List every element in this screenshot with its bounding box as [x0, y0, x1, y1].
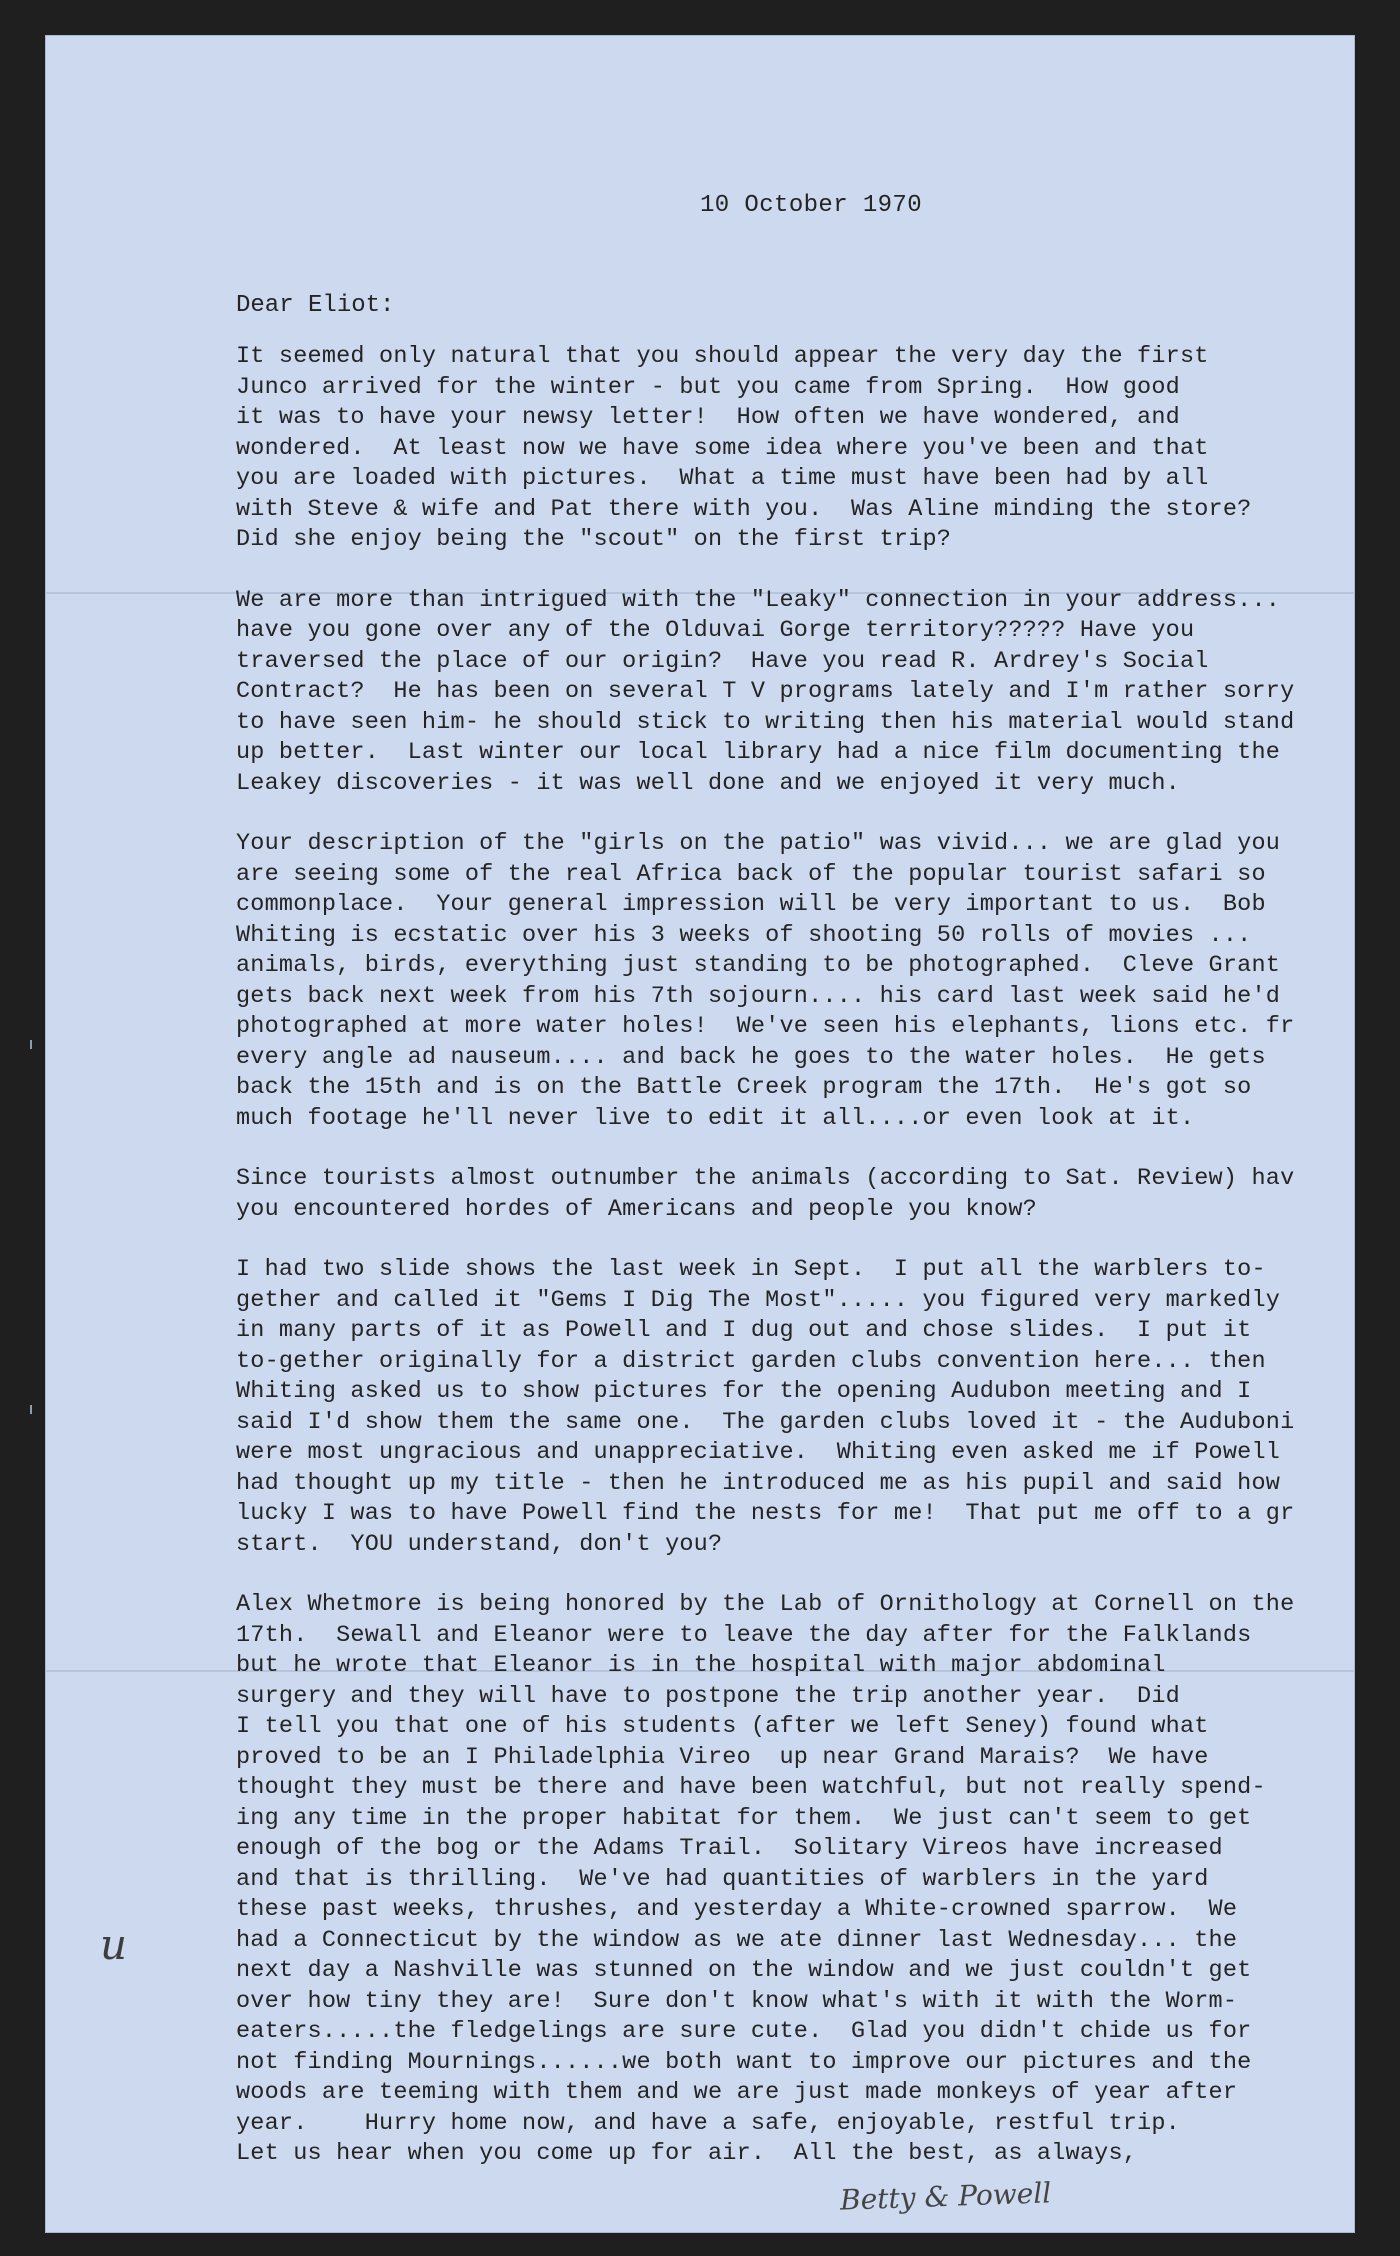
letter-line: Leakey discoveries - it was well done and we enjoyed it very much.	[236, 769, 1180, 797]
letter-line: to have seen him- he should stick to writing then his material would stand	[236, 708, 1295, 736]
letter-paragraph	[236, 1164, 1354, 1225]
letter-line: were most ungracious and unappreciative. Whiting even asked me if Powell	[236, 1439, 1281, 1466]
letter-line: every angle ad nauseum.... and back he goes to the water holes. He gets	[236, 1043, 1266, 1071]
letter-line: Contract? He has been on several T V programs lately and I'm rather sorry	[236, 678, 1295, 705]
letter-line: in many parts of it as Powell and I dug out and chose slides. I put it	[236, 1317, 1252, 1344]
letter-line: Since tourists almost outnumber the animals (according to Sat. Review) hav	[236, 1165, 1295, 1192]
letter-line: animals, birds, everything just standing to be photographed. Cleve Grant	[236, 952, 1281, 979]
letter-line: back the 15th and is on the Battle Creek program the 17th. He's got so	[236, 1074, 1252, 1101]
letter-line: Did she enjoy being the "scout" on the first trip?	[236, 526, 952, 553]
letter-line: next day a Nashville was stunned on the window and we just couldn't get	[236, 1957, 1252, 1984]
letter-line: and that is thrilling. We've had quantities of warblers in the yard	[236, 1865, 1209, 1893]
letter-line: enough of the bog or the Adams Trail. Solitary Vireos have increased	[236, 1835, 1223, 1862]
handwritten-signature: Betty & Powell	[839, 2176, 1052, 2217]
letter-line: Whiting is ecstatic over his 3 weeks of shooting 50 rolls of movies ...	[236, 921, 1252, 949]
letter-line: thought they must be there and have been watchful, but not really spend-	[236, 1774, 1266, 1801]
letter-line: Alex Whetmore is being honored by the Lab of Ornithology at Cornell on the	[236, 1591, 1295, 1618]
letter-line: lucky I was to have Powell find the nests for me! That put me off to a gr	[236, 1500, 1295, 1527]
letter-line: proved to be an I Philadelphia Vireo up near Grand Marais? We have	[236, 1743, 1209, 1771]
letter-line: are seeing some of the real Africa back of the popular tourist safari so	[236, 860, 1266, 888]
letter-line: to-gether originally for a district garden clubs convention here... then	[236, 1347, 1266, 1375]
letter-line: photographed at more water holes! We've seen his elephants, lions etc. fr	[236, 1013, 1295, 1040]
letter-line: Whiting asked us to show pictures for the opening Audubon meeting and I	[236, 1378, 1252, 1405]
letter-line: had thought up my title - then he introduced me as his pupil and said how	[236, 1469, 1281, 1497]
letter-line: you are loaded with pictures. What a time must have been had by all	[236, 465, 1209, 492]
letter-line: traversed the place of our origin? Have you read R. Ardrey's Social	[236, 647, 1209, 675]
letter-line: I had two slide shows the last week in Sept. I put all the warblers to-	[236, 1256, 1266, 1283]
letter-line: Your description of the "girls on the patio" was vivid... we are glad you	[236, 830, 1281, 857]
letter-line: over how tiny they are! Sure don't know what's with it with the Worm-	[236, 1987, 1238, 2015]
letter-line: not finding Mournings......we both want to improve our pictures and the	[236, 2048, 1252, 2076]
letter-line: had a Connecticut by the window as we ate dinner last Wednesday... the	[236, 1926, 1238, 1954]
letter-line: it was to have your newsy letter! How often we have wondered, and	[236, 404, 1180, 431]
letter-line: I tell you that one of his students (after we left Seney) found what	[236, 1713, 1209, 1740]
edge-mark	[30, 1405, 37, 1414]
letter-line: Let us hear when you come up for air. All the best, as always,	[236, 2140, 1138, 2167]
letter-line: these past weeks, thrushes, and yesterday a White-crowned sparrow. We	[236, 1896, 1238, 1923]
letter-paragraph	[236, 342, 1354, 556]
letter-paragraph	[236, 586, 1354, 800]
letter-body	[236, 342, 1354, 2200]
letter-line: gether and called it "Gems I Dig The Most"..... you figured very markedly	[236, 1286, 1281, 1314]
letter-line: up better. Last winter our local library had a nice film documenting the	[236, 739, 1281, 766]
letter-paragraph	[236, 829, 1354, 1134]
letter-line: but he wrote that Eleanor is in the hospital with major abdominal	[236, 1652, 1166, 1679]
letter-line: wondered. At least now we have some idea where you've been and that	[236, 434, 1209, 462]
letter-line: We are more than intrigued with the "Leaky" connection in your address...	[236, 586, 1281, 614]
edge-mark	[30, 1040, 37, 1049]
letter-line: said I'd show them the same one. The garden clubs loved it - the Auduboni	[236, 1408, 1295, 1436]
letter-line: It seemed only natural that you should appear the very day the first	[236, 343, 1209, 370]
letter-salutation: Dear Eliot:	[236, 292, 395, 319]
letter-line: woods are teeming with them and we are just made monkeys of year after	[236, 2079, 1238, 2106]
handwritten-margin-mark: u	[100, 1920, 128, 1969]
letter-line: gets back next week from his 7th sojourn.... his card last week said he'd	[236, 982, 1281, 1010]
letter-paragraph	[236, 1590, 1354, 2170]
letter-line: Junco arrived for the winter - but you came from Spring. How good	[236, 373, 1180, 401]
letter-line: you encountered hordes of Americans and people you know?	[236, 1195, 1037, 1223]
letter-line: 17th. Sewall and Eleanor were to leave the day after for the Falklands	[236, 1621, 1252, 1649]
letter-date: 10 October 1970	[700, 192, 923, 219]
letter-line: year. Hurry home now, and have a safe, enjoyable, restful trip.	[236, 2109, 1180, 2137]
letter-line: have you gone over any of the Olduvai Gorge territory????? Have you	[236, 617, 1195, 644]
letter-line: much footage he'll never live to edit it all....or even look at it.	[236, 1104, 1195, 1132]
letter-line: surgery and they will have to postpone the trip another year. Did	[236, 1682, 1180, 1710]
letter-line: commonplace. Your general impression will be very important to us. Bob	[236, 891, 1266, 918]
letter-line: start. YOU understand, don't you?	[236, 1530, 723, 1558]
letter-line: with Steve & wife and Pat there with you. Was Aline minding the store?	[236, 495, 1252, 523]
letter-paragraph	[236, 1255, 1354, 1560]
letter-line: eaters.....the fledgelings are sure cute. Glad you didn't chide us for	[236, 2018, 1252, 2045]
letter-line: ing any time in the proper habitat for them. We just can't seem to get	[236, 1804, 1252, 1832]
